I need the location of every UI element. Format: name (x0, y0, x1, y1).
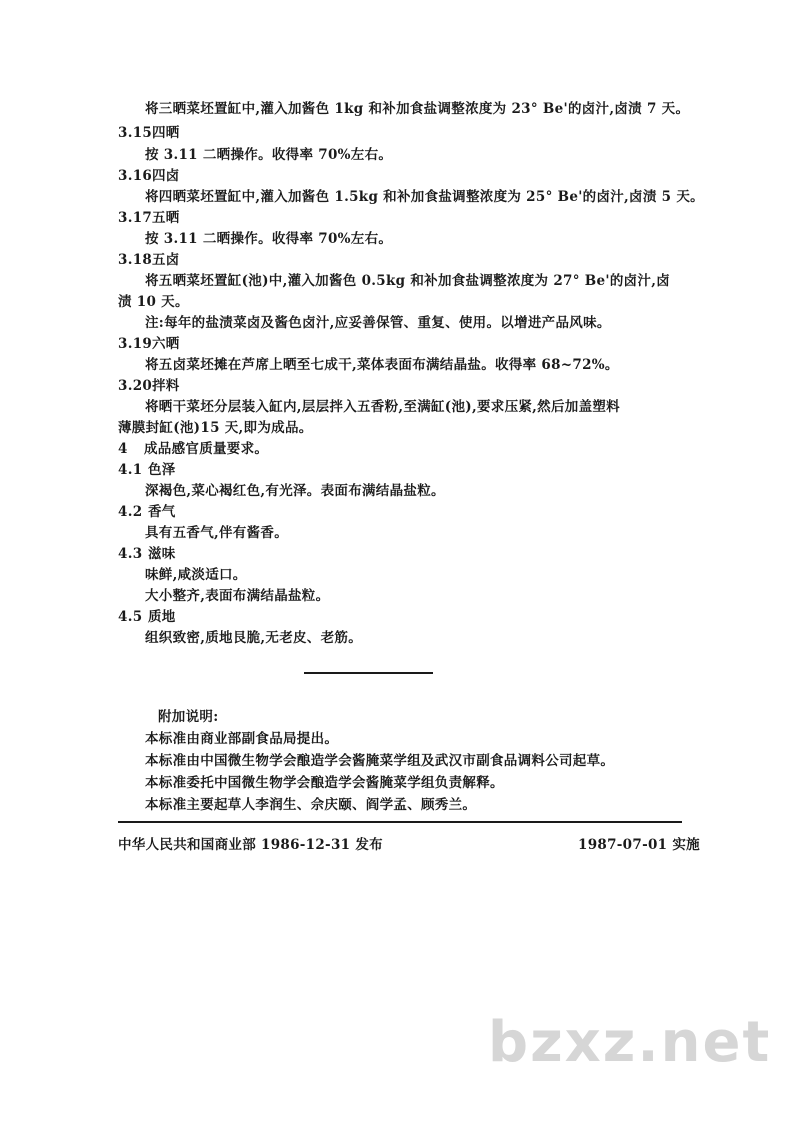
paragraph-3-16-text: 将四晒菜坯置缸中,灌入加酱色 1.5kg 和补加食盐调整浓度为 25° Be'的卤汁,卤渍 5 天。 (145, 189, 704, 205)
paragraph-4-1-text: 深褐色,菜心褐红色,有光泽。表面布满结晶盐粒。 (145, 483, 445, 499)
watermark-logo: bzxz.net (488, 1010, 772, 1075)
paragraph-3-20-text-2: 薄膜封缸(池)15 天,即为成品。 (118, 420, 313, 436)
appendix-line: 本标准由中国微生物学会酿造学会酱腌菜学组及武汉市副食品调料公司起草。 (145, 753, 615, 769)
effective-date: 1987-07-01 实施 (578, 837, 700, 853)
section-4-2-heading: 4.2 香气 (118, 504, 176, 520)
paragraph-3-20-text-1: 将晒干菜坯分层装入缸内,层层拌入五香粉,至满缸(池),要求压紧,然后加盖塑料 (145, 399, 620, 415)
section-3-17-heading: 3.17五晒 (118, 210, 180, 226)
section-4-1-heading: 4.1 色泽 (118, 462, 176, 478)
section-3-20-heading: 3.20拌料 (118, 378, 180, 394)
note-text: 注:每年的盐渍菜卤及酱色卤汁,应妥善保管、重复、使用。以增进产品风味。 (145, 315, 611, 331)
paragraph-3-18-text-1: 将五晒菜坯置缸(池)中,灌入加酱色 0.5kg 和补加食盐调整浓度为 27° Be'的卤汁,卤 (145, 273, 671, 289)
paragraph-4-3-text-2: 大小整齐,表面布满结晶盐粒。 (145, 588, 330, 604)
appendix-title: 附加说明: (158, 709, 219, 725)
paragraph-4-3-text-1: 味鲜,咸淡适口。 (145, 567, 247, 583)
appendix-line: 本标准由商业部副食品局提出。 (145, 731, 339, 747)
section-3-15-heading: 3.15四晒 (118, 125, 180, 141)
section-3-18-heading: 3.18五卤 (118, 252, 180, 268)
paragraph-3-18-text-2: 渍 10 天。 (118, 294, 189, 310)
footer-rule (118, 821, 682, 823)
paragraph-3-19-text: 将五卤菜坯摊在芦席上晒至七成干,菜体表面布满结晶盐。收得率 68~72%。 (145, 357, 619, 373)
paragraph-4-2-text: 具有五香气,伴有酱香。 (145, 525, 288, 541)
section-3-19-heading: 3.19六晒 (118, 336, 180, 352)
appendix-line: 本标准委托中国微生物学会酿造学会酱腌菜学组负责解释。 (145, 775, 504, 791)
section-4-5-heading: 4.5 质地 (118, 609, 176, 625)
section-4-3-heading: 4.3 滋味 (118, 546, 176, 562)
section-divider (304, 672, 433, 674)
paragraph-3-14-text: 将三晒菜坯置缸中,灌入加酱色 1kg 和补加食盐调整浓度为 23° Be'的卤汁,卤渍 7 天。 (145, 101, 690, 117)
section-4-heading: 4 成品感官质量要求。 (118, 441, 269, 457)
appendix-line: 本标准主要起草人李润生、佘庆颐、阎学孟、顾秀兰。 (145, 797, 477, 813)
paragraph-3-15-text: 按 3.11 二晒操作。收得率 70%左右。 (145, 147, 393, 163)
paragraph-4-5-text: 组织致密,质地艮脆,无老皮、老筋。 (145, 630, 362, 646)
paragraph-3-17-text: 按 3.11 二晒操作。收得率 70%左右。 (145, 231, 393, 247)
section-3-16-heading: 3.16四卤 (118, 168, 180, 184)
issue-date: 中华人民共和国商业部 1986-12-31 发布 (118, 837, 383, 853)
